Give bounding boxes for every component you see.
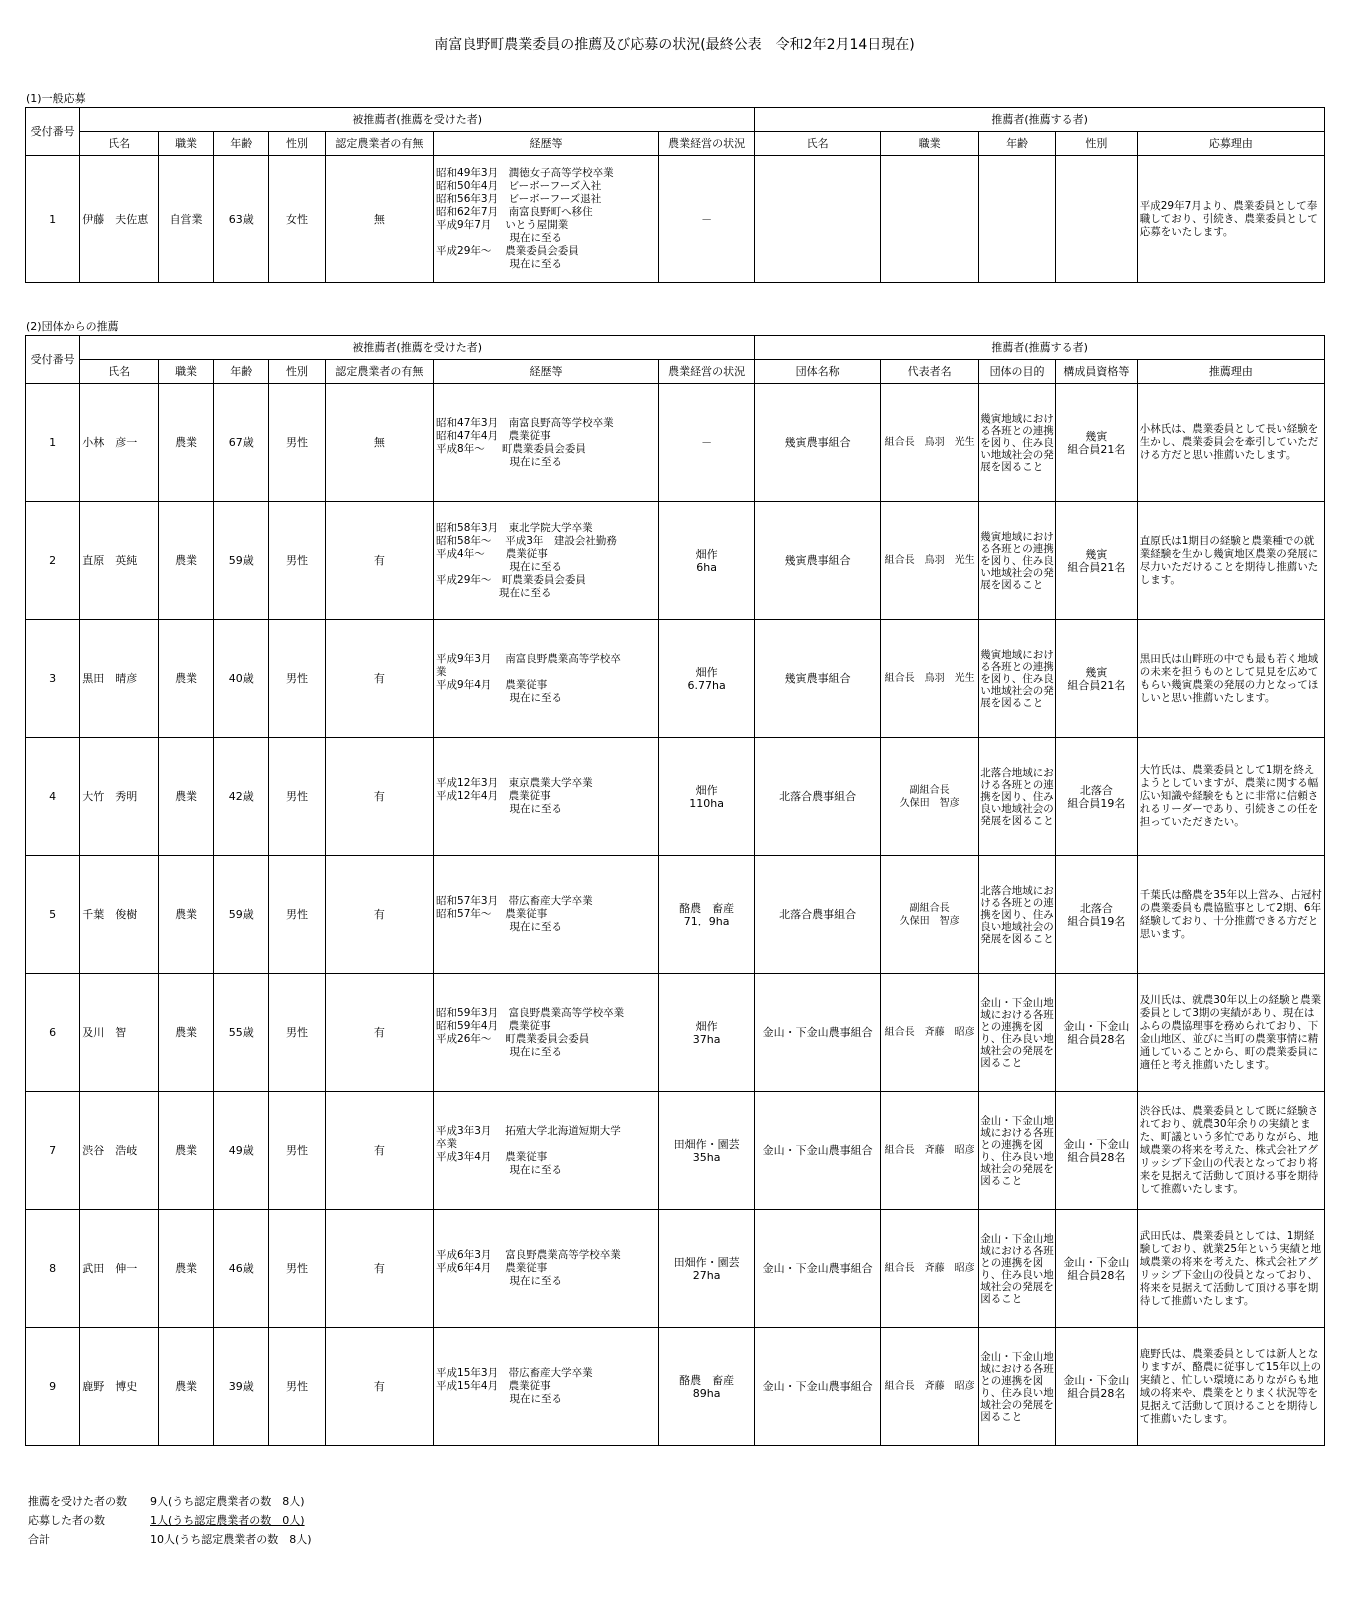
column-header: 職業 <box>881 132 979 156</box>
cell-certified: 無 <box>325 384 433 502</box>
cell-age: 40歳 <box>214 620 269 738</box>
cell-purpose: 金山・下金山地域における各班との連携を図り、住み良い地域社会の発展を図ること <box>979 1328 1056 1446</box>
cell-name: 鹿野 博史 <box>80 1328 159 1446</box>
general-application-table <box>25 107 1325 283</box>
column-header: 団体の目的 <box>979 360 1056 384</box>
summary-label: 推薦を受けた者の数 <box>28 1495 127 1508</box>
cell-receipt-no: 7 <box>26 1092 80 1210</box>
cell-recommender-name <box>755 156 881 283</box>
cell-history: 昭和49年3月 潤徳女子高等学校卒業 昭和50年4月 ビーボーフーズ入社 昭和56年3月 ビーボーフーズ退社 昭和62年7月 南富良野町へ移住 平成9年7月 いとう屋開業 現在に至る 平成29年～ 農業委員会委員 現在に至る <box>434 156 659 283</box>
cell-representative: 副組合長 久保田 智彦 <box>881 856 979 974</box>
cell-sex: 男性 <box>269 502 325 620</box>
cell-representative: 組合長 鳥羽 光生 <box>881 384 979 502</box>
cell-job: 農業 <box>158 974 213 1092</box>
cell-age: 42歳 <box>214 738 269 856</box>
column-header: 性別 <box>269 132 325 156</box>
cell-members: 幾寅 組合員21名 <box>1055 384 1137 502</box>
table-row <box>26 156 1325 283</box>
cell-representative: 組合長 斉藤 昭彦 <box>881 974 979 1092</box>
summary-label: 合計 <box>28 1533 50 1546</box>
cell-management: 酪農 畜産 89ha <box>659 1328 755 1446</box>
cell-certified: 無 <box>325 156 433 283</box>
cell-history: 平成12年3月 東京農業大学卒業 平成12年4月 農業従事 現在に至る <box>434 738 659 856</box>
section2-heading: (2)団体からの推薦 <box>26 320 119 333</box>
cell-age: 63歳 <box>214 156 269 283</box>
cell-representative: 組合長 斉藤 昭彦 <box>881 1328 979 1446</box>
column-header: 性別 <box>269 360 325 384</box>
cell-history: 昭和47年3月 南富良野高等学校卒業 昭和47年4月 農業従事 平成8年～ 町農業委員会委員 現在に至る <box>434 384 659 502</box>
cell-recommender-age <box>979 156 1056 283</box>
cell-representative: 組合長 鳥羽 光生 <box>881 502 979 620</box>
cell-reason: 千葉氏は酪農を35年以上営み、占冠村の農業委員も農協監事として2期、6年経験しており、十分推薦できる方だと思います。 <box>1137 856 1324 974</box>
cell-history: 昭和59年3月 富良野農業高等学校卒業 昭和59年4月 農業従事 平成26年～ 町農業委員会委員 現在に至る <box>434 974 659 1092</box>
cell-name: 渋谷 浩岐 <box>80 1092 159 1210</box>
cell-members: 金山・下金山 組合員28名 <box>1055 1210 1137 1328</box>
cell-org-name: 幾寅農事組合 <box>755 502 881 620</box>
cell-certified: 有 <box>325 1210 433 1328</box>
cell-members: 金山・下金山 組合員28名 <box>1055 974 1137 1092</box>
column-header: 氏名 <box>80 360 159 384</box>
cell-age: 46歳 <box>214 1210 269 1328</box>
column-header: 認定農業者の有無 <box>325 132 433 156</box>
page-title: 南富良野町農業委員の推薦及び応募の状況(最終公表 令和2年2月14日現在) <box>434 37 915 53</box>
cell-reason: 及川氏は、就農30年以上の経験と農業委員として3期の実績があり、現在はふらの農協理事を務められており、下金山地区、並びに当町の農業事情に精通していることから、町の農業委員に適任と考え推薦いたします。 <box>1137 974 1324 1092</box>
cell-members: 金山・下金山 組合員28名 <box>1055 1092 1137 1210</box>
cell-org-name: 金山・下金山農事組合 <box>755 1210 881 1328</box>
cell-job: 農業 <box>158 1328 213 1446</box>
header-receipt-no: 受付番号 <box>26 108 80 156</box>
cell-reason: 黒田氏は山畔班の中でも最も若く地域の未来を担うものとして見見を広めてもらい幾寅農業の発展の力となってほしいと思い推薦いたします。 <box>1137 620 1324 738</box>
cell-name: 武田 伸一 <box>80 1210 159 1328</box>
cell-age: 59歳 <box>214 856 269 974</box>
cell-name: 伊藤 夫佐恵 <box>80 156 159 283</box>
cell-job: 農業 <box>158 1210 213 1328</box>
header-receipt-no: 受付番号 <box>26 336 80 384</box>
cell-purpose: 幾寅地域における各班との連携を図り、住み良い地域社会の発展を図ること <box>979 384 1056 502</box>
column-header: 年齢 <box>214 360 269 384</box>
table-row <box>26 974 1325 1092</box>
cell-org-name: 金山・下金山農事組合 <box>755 1092 881 1210</box>
cell-management: 酪農 畜産 71．9ha <box>659 856 755 974</box>
cell-age: 49歳 <box>214 1092 269 1210</box>
cell-management: 畑作 6ha <box>659 502 755 620</box>
cell-org-name: 金山・下金山農事組合 <box>755 974 881 1092</box>
cell-purpose: 金山・下金山地域における各班との連携を図り、住み良い地域社会の発展を図ること <box>979 974 1056 1092</box>
cell-certified: 有 <box>325 974 433 1092</box>
cell-receipt-no: 4 <box>26 738 80 856</box>
cell-org-name: 北落合農事組合 <box>755 856 881 974</box>
cell-receipt-no: 1 <box>26 156 80 283</box>
cell-receipt-no: 8 <box>26 1210 80 1328</box>
column-header: 構成員資格等 <box>1055 360 1137 384</box>
header-recommendee: 被推薦者(推薦を受けた者) <box>80 336 755 360</box>
cell-reason: 平成29年7月より、農業委員として奉職しており、引続き、農業委員として応募をいたします。 <box>1137 156 1324 283</box>
header-recommender: 推薦者(推薦する者) <box>755 108 1325 132</box>
table-row <box>26 384 1325 502</box>
table-row <box>26 502 1325 620</box>
cell-history: 昭和58年3月 東北学院大学卒業 昭和58年～ 平成3年 建設会社勤務 平成4年～ 農業従事 現在に至る 平成29年～ 町農業委員会委員 現在に至る <box>434 502 659 620</box>
cell-name: 黒田 晴彦 <box>80 620 159 738</box>
cell-sex: 女性 <box>269 156 325 283</box>
summary-value: 1人(うち認定農業者の数 0人) <box>150 1514 305 1527</box>
cell-representative: 組合長 斉藤 昭彦 <box>881 1210 979 1328</box>
summary-value: 9人(うち認定農業者の数 8人) <box>150 1495 305 1508</box>
cell-sex: 男性 <box>269 1328 325 1446</box>
column-header: 経歴等 <box>434 360 659 384</box>
column-header: 氏名 <box>755 132 881 156</box>
cell-purpose: 幾寅地域における各班との連携を図り、住み良い地域社会の発展を図ること <box>979 502 1056 620</box>
table-row <box>26 1210 1325 1328</box>
cell-management: － <box>659 384 755 502</box>
cell-sex: 男性 <box>269 1210 325 1328</box>
cell-job: 農業 <box>158 620 213 738</box>
header-recommendee: 被推薦者(推薦を受けた者) <box>80 108 755 132</box>
cell-members: 北落合 組合員19名 <box>1055 856 1137 974</box>
summary-recommended <box>28 1493 305 1509</box>
column-header: 年齢 <box>214 132 269 156</box>
cell-org-name: 北落合農事組合 <box>755 738 881 856</box>
cell-management: 畑作 110ha <box>659 738 755 856</box>
cell-representative: 副組合長 久保田 智彦 <box>881 738 979 856</box>
cell-purpose: 北落合地域における各班との連携を図り、住み良い地域社会の発展を図ること <box>979 856 1056 974</box>
cell-sex: 男性 <box>269 974 325 1092</box>
summary-total <box>28 1531 312 1547</box>
table-row <box>26 620 1325 738</box>
cell-reason: 渋谷氏は、農業委員として既に経験されており、就農30年余りの実績とまた、町議という多忙でありながら、地域農業の将来を考えた、株式会社アグリッシブ下金山の代表となっており将来を見据えて活動して頂ける事を期待して推薦いたします。 <box>1137 1092 1324 1210</box>
cell-receipt-no: 1 <box>26 384 80 502</box>
column-header: 職業 <box>158 132 213 156</box>
cell-certified: 有 <box>325 1092 433 1210</box>
cell-receipt-no: 5 <box>26 856 80 974</box>
table-row <box>26 738 1325 856</box>
cell-representative: 組合長 鳥羽 光生 <box>881 620 979 738</box>
cell-representative: 組合長 斉藤 昭彦 <box>881 1092 979 1210</box>
table-row <box>26 1092 1325 1210</box>
column-header: 氏名 <box>80 132 159 156</box>
cell-purpose: 金山・下金山地域における各班との連携を図り、住み良い地域社会の発展を図ること <box>979 1092 1056 1210</box>
cell-org-name: 幾寅農事組合 <box>755 620 881 738</box>
cell-age: 67歳 <box>214 384 269 502</box>
column-header: 経歴等 <box>434 132 659 156</box>
cell-history: 平成15年3月 帯広畜産大学卒業 平成15年4月 農業従事 現在に至る <box>434 1328 659 1446</box>
cell-reason: 小林氏は、農業委員として長い経験を生かし、農業委員会を牽引していただける方だと思い推薦いたします。 <box>1137 384 1324 502</box>
column-header: 性別 <box>1055 132 1137 156</box>
summary-label: 応募した者の数 <box>28 1514 105 1527</box>
column-header: 団体名称 <box>755 360 881 384</box>
organization-recommendation-table <box>25 335 1325 1446</box>
cell-sex: 男性 <box>269 738 325 856</box>
table-row <box>26 1328 1325 1446</box>
summary-applied <box>28 1512 305 1528</box>
cell-history: 平成6年3月 富良野農業高等学校卒業 平成6年4月 農業従事 現在に至る <box>434 1210 659 1328</box>
cell-certified: 有 <box>325 502 433 620</box>
cell-management: 畑作 37ha <box>659 974 755 1092</box>
cell-receipt-no: 2 <box>26 502 80 620</box>
cell-purpose: 北落合地域における各班との連携を図り、住み良い地域社会の発展を図ること <box>979 738 1056 856</box>
cell-reason: 鹿野氏は、農業委員としては新人となりますが、酪農に従事して15年以上の実績と、忙しい環境にありながらも地域の将来や、農業をとりまく状況等を見据えて活動して頂けることを期待して推薦いたします。 <box>1137 1328 1324 1446</box>
cell-job: 農業 <box>158 856 213 974</box>
cell-history: 昭和57年3月 帯広畜産大学卒業 昭和57年～ 農業従事 現在に至る <box>434 856 659 974</box>
cell-reason: 大竹氏は、農業委員として1期を終えようとしていますが、農業に関する幅広い知識や経験をもとに非常に信頼されるリーダーであり、引続きこの任を担っていただきたい。 <box>1137 738 1324 856</box>
cell-name: 及川 智 <box>80 974 159 1092</box>
cell-reason: 武田氏は、農業委員としては、1期経験しており、就業25年という実績と地域農業の将来を考えた、株式会社アグリッシブ下金山の役員となっており、将来を見据えて活動して頂ける事を期待して推薦いたします。 <box>1137 1210 1324 1328</box>
column-header: 農業経営の状況 <box>659 360 755 384</box>
cell-age: 39歳 <box>214 1328 269 1446</box>
cell-sex: 男性 <box>269 620 325 738</box>
cell-management: 田畑作・園芸 35ha <box>659 1092 755 1210</box>
cell-receipt-no: 3 <box>26 620 80 738</box>
cell-age: 55歳 <box>214 974 269 1092</box>
cell-history: 平成9年3月 南富良野農業高等学校卒 業 平成9年4月 農業従事 現在に至る <box>434 620 659 738</box>
cell-org-name: 金山・下金山農事組合 <box>755 1328 881 1446</box>
cell-job: 農業 <box>158 384 213 502</box>
cell-receipt-no: 9 <box>26 1328 80 1446</box>
cell-receipt-no: 6 <box>26 974 80 1092</box>
column-header: 年齢 <box>979 132 1056 156</box>
cell-age: 59歳 <box>214 502 269 620</box>
cell-members: 幾寅 組合員21名 <box>1055 502 1137 620</box>
column-header: 推薦理由 <box>1137 360 1324 384</box>
cell-members: 北落合 組合員19名 <box>1055 738 1137 856</box>
cell-certified: 有 <box>325 856 433 974</box>
cell-name: 直原 英純 <box>80 502 159 620</box>
cell-purpose: 幾寅地域における各班との連携を図り、住み良い地域社会の発展を図ること <box>979 620 1056 738</box>
cell-history: 平成3年3月 拓殖大学北海道短期大学 卒業 平成3年4月 農業従事 現在に至る <box>434 1092 659 1210</box>
cell-job: 農業 <box>158 502 213 620</box>
cell-reason: 直原氏は1期目の経験と農業種での就業経験を生かし幾寅地区農業の発展に尽力いただけることを期待し推薦いたします。 <box>1137 502 1324 620</box>
column-header: 職業 <box>158 360 213 384</box>
header-recommender: 推薦者(推薦する者) <box>755 336 1325 360</box>
summary-value: 10人(うち認定農業者の数 8人) <box>150 1533 312 1546</box>
cell-management: － <box>659 156 755 283</box>
cell-sex: 男性 <box>269 856 325 974</box>
cell-management: 畑作 6.77ha <box>659 620 755 738</box>
cell-purpose: 金山・下金山地域における各班との連携を図り、住み良い地域社会の発展を図ること <box>979 1210 1056 1328</box>
cell-certified: 有 <box>325 1328 433 1446</box>
cell-members: 幾寅 組合員21名 <box>1055 620 1137 738</box>
table-row <box>26 856 1325 974</box>
cell-certified: 有 <box>325 620 433 738</box>
cell-name: 大竹 秀明 <box>80 738 159 856</box>
column-header: 代表者名 <box>881 360 979 384</box>
cell-recommender-sex <box>1055 156 1137 283</box>
cell-members: 金山・下金山 組合員28名 <box>1055 1328 1137 1446</box>
column-header: 農業経営の状況 <box>659 132 755 156</box>
column-header: 認定農業者の有無 <box>325 360 433 384</box>
cell-recommender-job <box>881 156 979 283</box>
cell-name: 小林 彦一 <box>80 384 159 502</box>
cell-certified: 有 <box>325 738 433 856</box>
cell-job: 自営業 <box>158 156 213 283</box>
cell-job: 農業 <box>158 738 213 856</box>
cell-management: 田畑作・園芸 27ha <box>659 1210 755 1328</box>
cell-sex: 男性 <box>269 1092 325 1210</box>
column-header: 応募理由 <box>1137 132 1324 156</box>
cell-name: 千葉 俊樹 <box>80 856 159 974</box>
cell-job: 農業 <box>158 1092 213 1210</box>
cell-sex: 男性 <box>269 384 325 502</box>
section1-heading: (1)一般応募 <box>26 92 86 105</box>
cell-org-name: 幾寅農事組合 <box>755 384 881 502</box>
